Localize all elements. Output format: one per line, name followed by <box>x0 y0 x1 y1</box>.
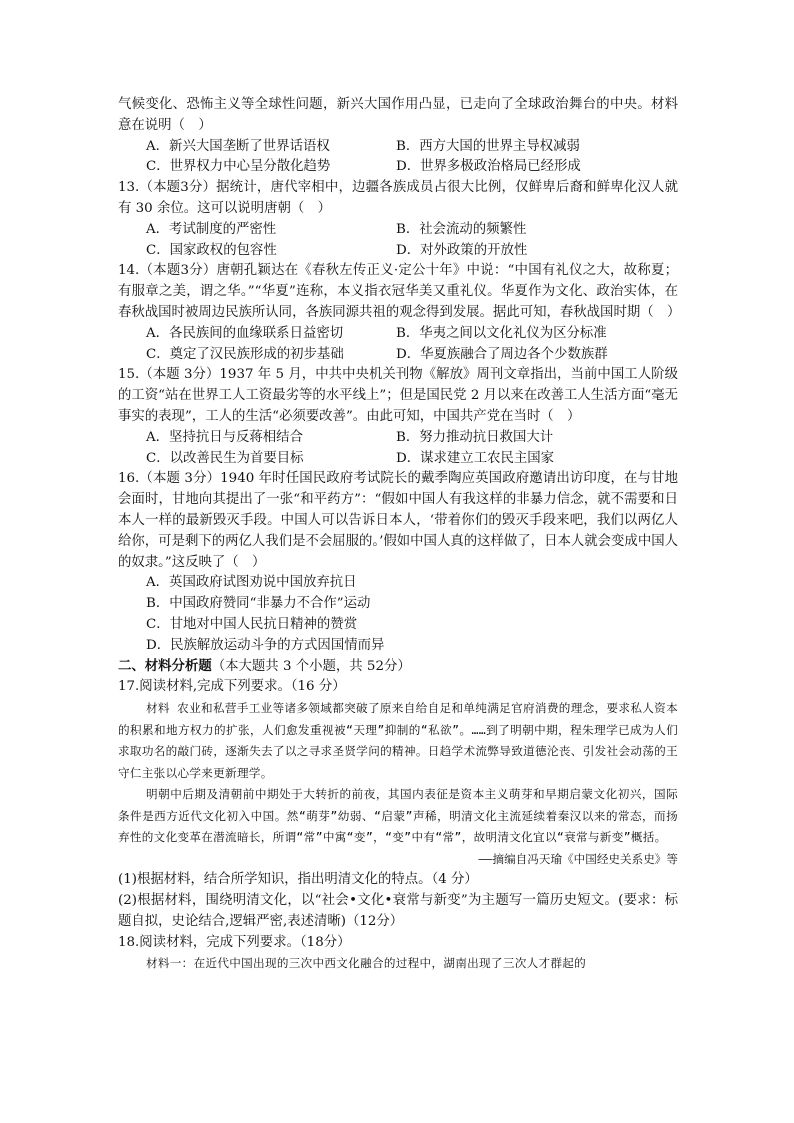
q15-option-d[interactable]: D．谋求建立工农民主国家 <box>396 450 555 466</box>
q15-option-a[interactable]: A．坚持抗日与反蒋相结合 <box>146 429 303 445</box>
q17-requirement-1: (1)根据材料，结合所学知识，指出明清文化的特点。（4 分） <box>118 872 478 888</box>
q13-option-b[interactable]: B．社会流动的频繁性 <box>396 221 527 237</box>
q13-option-c[interactable]: C．国家政权的包容性 <box>146 242 277 258</box>
section2-note: （本大题共 3 个小题，共 52分） <box>211 658 411 674</box>
q13-text: 13.（本题3分）据统计，唐代宰相中，边疆各族成员占很大比例，仅鲜卑后裔和鲜卑化汉人就有 30 余位。这可以说明唐朝（ ） <box>118 180 678 216</box>
q12-options <box>118 137 678 179</box>
q16-option-d[interactable]: D．民族解放运动斗争的方式因国情而异 <box>146 637 385 653</box>
q16-text: 16.（本题 3分）1940 年时任国民政府考试院长的戴季陶应英国政府邀请出访印度，在与甘地会面时，甘地向其提出了一张“和平药方”：“假如中国人有我这样的非暴力信念，就不需要和日本人一样的最新毁灭手段。中国人可以告诉日本人，‘带着你们的毁灭手段来吧，我们以两亿人给你，可是剩下的两亿人我们是不会屈服的。’假如中国人真的这样做了，日本人就会变成中国人的奴隶。”这反映了（ ） <box>118 471 678 570</box>
q14-option-c[interactable]: C．奠定了汉民族形成的初步基础 <box>146 346 344 362</box>
q16-option-b[interactable]: B．中国政府赞同“非暴力不合作”运动 <box>146 596 371 612</box>
q15-options <box>118 428 678 470</box>
q17-material-1: 材料 农业和私营手工业等诸多领域都突破了原来自给自足和单纯满足官府消费的理念，要求私人资本的积累和地方权力的扩张，人们愈发重视被“天理”抑制的“私欲”。……到了明朝中期，程朱理学已成为人们求取功名的敲门砖，逐渐失去了以之寻求圣贤学问的精神。日趋学术流弊导致道德沦丧、引发社会动荡的王守仁主张以心学来更新理学。 <box>118 701 678 780</box>
q17-head: 17.阅读材料,完成下列要求。（16 分） <box>118 679 346 695</box>
exam-content <box>118 95 681 975</box>
q16-option-a[interactable]: A．英国政府试图劝说中国放弃抗日 <box>146 575 357 591</box>
q15-option-c[interactable]: C．以改善民生为首要目标 <box>146 450 304 466</box>
section2-title: 二、材料分析题 <box>118 658 212 674</box>
q13-options <box>118 220 678 262</box>
q17-source: ——摘编自冯天瑜《中国经史关系史》等 <box>478 851 678 866</box>
q13-option-d[interactable]: D．对外政策的开放性 <box>396 242 528 258</box>
q17-material-2: 明朝中后期及清朝前中期处于大转折的前夜，其国内表征是资本主义萌芽和早期启蒙文化初兴，国际条件是西方近代文化初入中国。然“萌芽”幼弱、“启蒙”声稀，明清文化主流延续着秦汉以来的常态，而扬弃性的文化变革在潜流暗长，所谓“常”中寓“变”，“变”中有“常”，故明清文化宜以“衰常与新变”概括。 <box>118 787 678 845</box>
q14-options <box>118 324 678 366</box>
q15-text: 15.（本题 3分）1937 年 5 月，中共中央机关刊物《解放》周刊文章指出，当前中国工人阶级的工资“站在世界工人工资最劣等的水平线上”；但是国民党 2 月以来在改善工人生活方面“毫无事实的表现”，工人的生活“必须要改善”。由此可知，中国共产党在当时（ ） <box>118 367 678 424</box>
q12-option-b[interactable]: B．西方大国的世界主导权减弱 <box>396 138 580 154</box>
q14-option-a[interactable]: A．各民族间的血缘联系日益密切 <box>146 325 344 341</box>
q14-text: 14.（本题3分）唐朝孔颖达在《春秋左传正义·定公十年》中说：“中国有礼仪之大，故称夏；有服章之美，谓之华。”“华夏”连称，本义指衣冠华美又重礼仪。华夏作为文化、政治实体，在春秋战国时被周边民族所认同，各族同源共祖的观念得到发展。据此可知，春秋战国时期（ ） <box>118 263 681 320</box>
q14-option-b[interactable]: B．华夷之间以文化礼仪为区分标准 <box>396 325 607 341</box>
q13-option-a[interactable]: A．考试制度的严密性 <box>146 221 277 237</box>
q12-tail-text: 气候变化、恐怖主义等全球性问题，新兴大国作用凸显，已走向了全球政治舞台的中央。材料意在说明（ ） <box>118 97 678 133</box>
q18-material-1: 材料一：在近代中国出现的三次中西文化融合的过程中，湖南出现了三次人才群起的 <box>146 956 587 971</box>
q18-head: 18.阅读材料，完成下列要求。（18分） <box>118 934 351 950</box>
section2-heading <box>118 657 678 678</box>
q12-option-c[interactable]: C．世界权力中心呈分散化趋势 <box>146 159 331 175</box>
q17-requirement-2: (2)根据材料，围绕明清文化，以“社会•文化•衰常与新变”为主题写一篇历史短文。(要求：标题自拟，史论结合,逻辑严密,表述清晰)（12分） <box>118 892 678 929</box>
q12-option-d[interactable]: D．世界多极政治格局已经形成 <box>396 159 581 175</box>
q14-option-d[interactable]: D．华夏族融合了周边各个少数族群 <box>396 346 608 362</box>
q16-option-c[interactable]: C．甘地对中国人民抗日精神的赞赏 <box>146 616 358 632</box>
q15-option-b[interactable]: B．努力推动抗日救国大计 <box>396 429 554 445</box>
q12-option-a[interactable]: A．新兴大国垄断了世界话语权 <box>146 138 330 154</box>
